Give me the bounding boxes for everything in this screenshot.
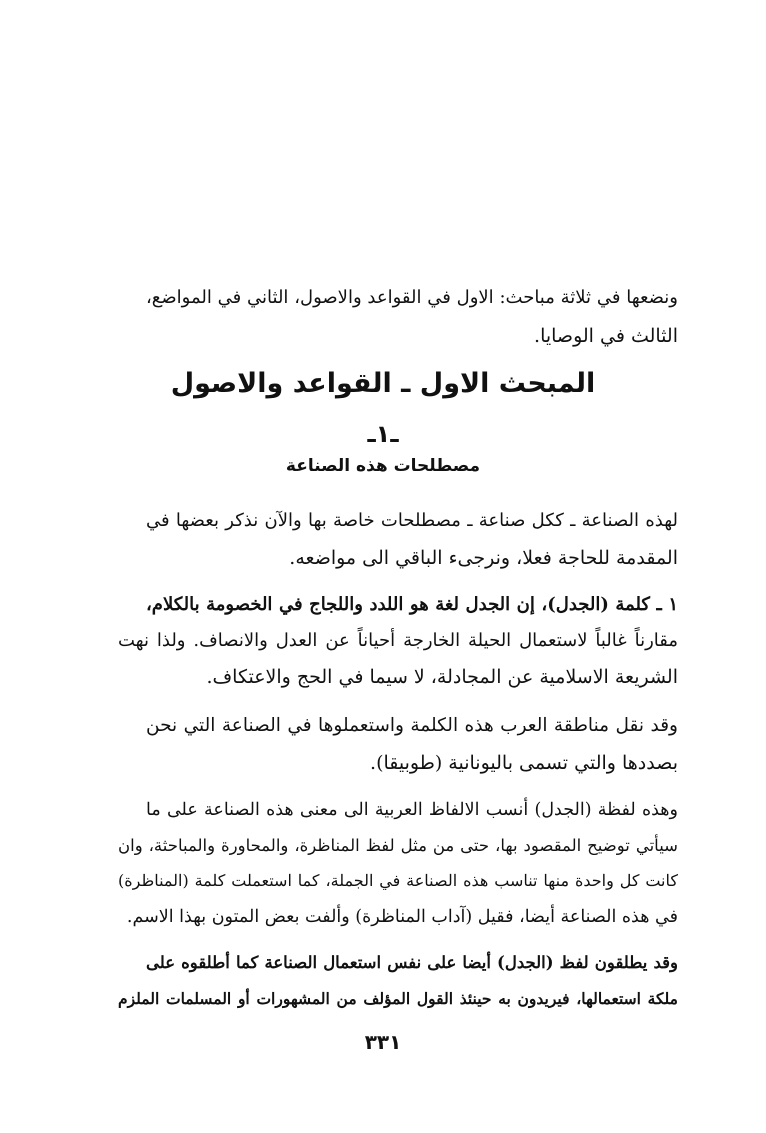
paragraph-1-line-1: لهذه الصناعة ـ ككل صناعة ـ مصطلحات خاصة بها والآن نذكر بعضها في	[146, 510, 678, 531]
paragraph-4-line-4: في هذه الصناعة أيضا، فقيل (آداب المناظرة) وألفت بعض المتون بهذا الاسم.	[126, 907, 678, 927]
section-title: المبحث الاول ـ القواعد والاصول	[170, 368, 596, 399]
section-subtitle: مصطلحات هذه الصناعة	[285, 456, 481, 476]
paragraph-3-line-1: وقد نقل مناطقة العرب هذه الكلمة واستعملوها في الصناعة التي نحن	[146, 715, 678, 736]
paragraph-2-line-3: الشريعة الاسلامية عن المجادلة، لا سيما في الحج والاعتكاف.	[206, 666, 678, 688]
paragraph-5-line-2: ملكة استعمالها، فيريدون به حينئذ القول المؤلف من المشهورات أو المسلمات الملزم	[118, 989, 678, 1008]
paragraph-2-line-2: مقارناً غالباً لاستعمال الحيلة الخارجة أحياناً عن العدل والانصاف. ولذا نهت	[118, 630, 678, 651]
paragraph-2-line-1: ١ ـ كلمة (الجدل)، إن الجدل لغة هو اللدد واللجاج في الخصومة بالكلام،	[146, 594, 678, 615]
paragraph-5-line-1: وقد يطلقون لفظ (الجدل) أيضا على نفس استعمال الصناعة كما أطلقوه على	[146, 953, 678, 972]
page-number: ٣٣١	[364, 1030, 402, 1054]
intro-line-2: الثالث في الوصايا.	[534, 325, 678, 347]
paragraph-4-line-2: سيأتي توضيح المقصود بها، حتى من مثل لفظ المناظرة، والمحاورة والمباحثة، وان	[118, 836, 678, 855]
intro-line-1: ونضعها في ثلاثة مباحث: الاول في القواعد والاصول، الثاني في المواضع،	[146, 287, 678, 308]
paragraph-3-line-2: بصددها والتي تسمى باليونانية (طوبيقا).	[370, 752, 678, 774]
paragraph-4-line-3: كانت كل واحدة منها تناسب هذه الصناعة في الجملة، كما استعملت كلمة (المناظرة)	[118, 871, 678, 890]
paragraph-1-line-2: المقدمة للحاجة فعلا، ونرجىء الباقي الى مواضعه.	[289, 547, 678, 569]
section-number: ـ١ـ	[367, 420, 399, 448]
paragraph-4-line-1: وهذه لفظة (الجدل) أنسب الالفاظ العربية الى معنى هذه الصناعة على ما	[146, 800, 678, 820]
